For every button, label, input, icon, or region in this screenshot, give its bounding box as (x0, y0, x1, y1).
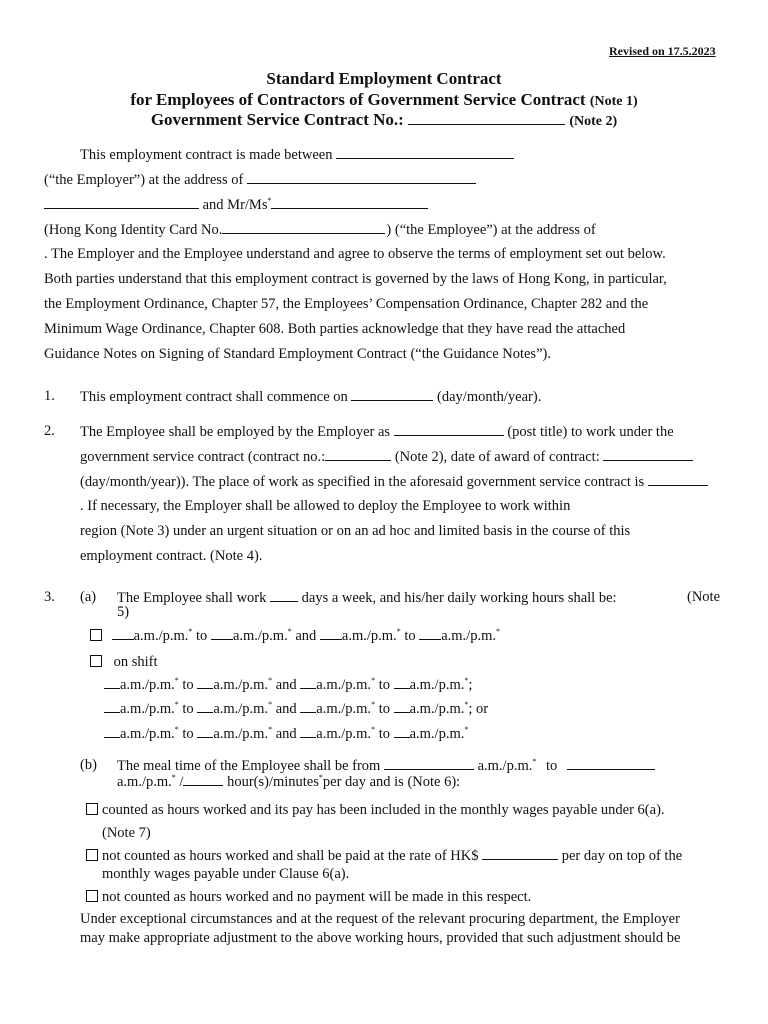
ampm-text: a.m./p.m. (409, 726, 465, 742)
ampm-text: a.m./p.m. (477, 758, 533, 774)
star-mark: * (396, 627, 401, 637)
to-text: to (182, 701, 194, 717)
clause-3-number: 3. (44, 589, 55, 605)
star-mark: * (174, 700, 179, 710)
to-text: to (378, 701, 390, 717)
intro-text-4a: (Hong Kong Identity Card No. (44, 222, 223, 238)
meal-option-3-text: not counted as hours worked and no payment will be made in this respect. (102, 889, 532, 905)
employee-name-blank[interactable] (271, 196, 428, 209)
contract-no-blank[interactable] (325, 448, 391, 461)
time-blank[interactable] (112, 627, 134, 640)
star-mark: * (496, 627, 500, 637)
clause-3a-note-2: 5) (117, 604, 130, 620)
clause-2-line-5: region (Note 3) under an urgent situation or on an ad hoc and limited basis in the course of this (80, 523, 631, 539)
clause-2-line-4: . If necessary, the Employer shall be allowed to deploy the Employee to work within (80, 498, 571, 514)
clause-3b-label: (b) (80, 757, 97, 773)
contract-number-note: (Note 2) (569, 114, 618, 129)
ampm-text: a.m./p.m. (441, 628, 496, 644)
clause-2-line-2 (80, 448, 693, 466)
intro-line-2 (44, 171, 476, 189)
meal-option-3-checkbox[interactable] (86, 890, 98, 902)
clause-2-text-2a: government service contract (contract no.: (80, 449, 326, 465)
clause-3a-line-1 (117, 589, 617, 607)
and-text: and (275, 677, 297, 693)
intro-line-4 (44, 221, 596, 239)
meal-start-blank[interactable] (384, 757, 474, 770)
fixed-hours-checkbox[interactable] (90, 629, 102, 641)
meal-option-2-checkbox[interactable] (86, 849, 98, 861)
intro-text-2: (“the Employer”) at the address of (44, 172, 244, 188)
ampm-text: a.m./p.m. (120, 726, 175, 742)
time-blank[interactable] (300, 725, 316, 738)
time-blank[interactable] (394, 725, 410, 738)
meal-end-blank[interactable] (567, 757, 655, 770)
to-text: to (546, 758, 558, 774)
duration-unit-text: hour(s)/minutes (227, 774, 319, 790)
clause-2-line-3 (80, 473, 708, 491)
subtitle-text: for Employees of Contractors of Government Service Contract (130, 90, 586, 109)
clause-1-text-b: (day/month/year). (437, 389, 542, 405)
clause-2-line-6: employment contract. (Note 4). (80, 548, 263, 564)
meal-option-2-text-a: not counted as hours worked and shall be paid at the rate of HK$ (102, 848, 479, 864)
ampm-text: a.m./p.m. (232, 628, 288, 644)
place-of-work-blank[interactable] (648, 473, 708, 486)
contract-number-label: Government Service Contract No.: (150, 110, 404, 129)
star-mark: * (268, 676, 273, 686)
time-blank[interactable] (300, 676, 316, 689)
meal-option-1 (86, 802, 665, 819)
star-mark: * (464, 700, 469, 710)
ampm-text: a.m./p.m. (316, 726, 372, 742)
document-title: Standard Employment Contract (266, 69, 502, 88)
intro-line-1 (80, 146, 514, 164)
star-mark: * (174, 725, 179, 735)
star-mark: * (464, 725, 469, 735)
meal-rate-blank[interactable] (482, 847, 558, 860)
award-date-blank[interactable] (603, 448, 693, 461)
intro-text-3: and Mr/Ms (202, 197, 268, 213)
hkid-blank[interactable] (222, 221, 385, 234)
intro-text-1: This employment contract is made between (80, 147, 333, 163)
to-text: to (196, 628, 208, 644)
clause-2-text-2b: (Note 2), date of award of contract: (394, 449, 600, 465)
ampm-text: a.m./p.m. (316, 701, 372, 717)
intro-line-9: Guidance Notes on Signing of Standard Employment Contract (“the Guidance Notes”). (44, 346, 551, 362)
star-mark: * (371, 676, 376, 686)
ampm-text: a.m./p.m. (117, 774, 172, 790)
time-blank[interactable] (300, 700, 316, 713)
intro-line-5: . The Employer and the Employee understand and agree to observe the terms of employment set out below. (44, 246, 666, 262)
and-text: and (275, 701, 297, 717)
star-mark: * (371, 700, 376, 710)
star-mark: * (268, 700, 273, 710)
meal-option-1-text: counted as hours worked and its pay has been included in the monthly wages payable under 6(a). (102, 802, 665, 818)
star-mark: * (464, 676, 469, 686)
clause-3a-text-b: days a week, and his/her daily working hours shall be: (301, 590, 617, 606)
to-text: to (182, 677, 194, 693)
star-mark: * (287, 627, 292, 637)
meal-option-1-note: (Note 7) (102, 825, 151, 841)
ampm-text: a.m./p.m. (120, 701, 175, 717)
meal-option-2-text-b: per day on top of the (561, 848, 683, 864)
clause-3a-text-a: The Employee shall work (117, 590, 267, 606)
semicolon: ; (468, 677, 473, 693)
time-blank[interactable] (104, 725, 120, 738)
clause-2-text-1b: (post title) to work under the (507, 424, 674, 440)
semicolon-or: ; or (468, 701, 489, 717)
star-mark: * (371, 725, 376, 735)
meal-option-2 (86, 847, 682, 865)
star-mark: * (267, 196, 272, 206)
time-blank[interactable] (197, 676, 213, 689)
clause-2-line-1 (80, 423, 674, 441)
clause-2-text-3: (day/month/year)). The place of work as specified in the aforesaid government service contract is (80, 474, 645, 490)
intro-text-4b: ) (“the Employee”) at the address of (386, 222, 596, 238)
time-blank[interactable] (197, 725, 213, 738)
clause-3a-label: (a) (80, 589, 97, 605)
days-per-week-blank[interactable] (270, 589, 298, 602)
employer-address-blank-2[interactable] (44, 196, 199, 209)
intro-line-8: Minimum Wage Ordinance, Chapter 608. Both parties acknowledge that they have read the attached (44, 321, 626, 337)
meal-option-3 (86, 889, 531, 906)
post-title-blank[interactable] (394, 423, 504, 436)
employer-address-blank[interactable] (247, 171, 476, 184)
ampm-text: a.m./p.m. (341, 628, 397, 644)
time-blank[interactable] (320, 627, 342, 640)
meal-duration-blank[interactable] (183, 773, 223, 786)
clause-1-text: This employment contract shall commence on (80, 389, 348, 405)
subtitle-note: (Note 1) (589, 94, 638, 109)
ampm-text: a.m./p.m. (316, 677, 372, 693)
contract-number-blank[interactable] (408, 112, 565, 125)
revision-date: Revised on 17.5.2023 (609, 44, 716, 58)
meal-option-2-line-2: monthly wages payable under Clause 6(a). (102, 866, 350, 882)
clause-1 (80, 388, 541, 406)
intro-line-6: Both parties understand that this employment contract is governed by the laws of Hong Kong, in particular, (44, 271, 667, 287)
clause-3a-note: (Note (687, 589, 721, 605)
and-text: and (295, 628, 317, 644)
clause-3b-line-2 (117, 773, 460, 791)
shift-line-2 (104, 700, 488, 718)
ampm-text: a.m./p.m. (409, 677, 465, 693)
to-text: to (378, 677, 390, 693)
star-mark: * (174, 676, 179, 686)
on-shift-option (90, 654, 158, 671)
time-blank[interactable] (419, 627, 441, 640)
time-blank[interactable] (104, 700, 120, 713)
star-mark: * (188, 627, 193, 637)
time-blank[interactable] (211, 627, 233, 640)
fixed-hours-option (90, 627, 500, 645)
to-text: to (182, 726, 194, 742)
clause-2-text-1a: The Employee shall be employed by the Employer as (80, 424, 391, 440)
clause-3b-text-d: per day and is (Note 6): (322, 774, 461, 790)
clause-3b-text-a: The meal time of the Employee shall be from (117, 758, 381, 774)
commence-date-blank[interactable] (351, 388, 433, 401)
time-blank[interactable] (394, 700, 410, 713)
star-mark: * (318, 773, 323, 783)
ampm-text: a.m./p.m. (120, 677, 175, 693)
star-mark: * (171, 773, 176, 783)
shift-line-1 (104, 676, 472, 694)
ampm-text: a.m./p.m. (213, 701, 269, 717)
time-blank[interactable] (394, 676, 410, 689)
clause-2-number: 2. (44, 423, 55, 439)
ampm-text: a.m./p.m. (409, 701, 465, 717)
intro-line-3 (44, 196, 428, 214)
ampm-text: a.m./p.m. (133, 628, 189, 644)
slash-text: / (179, 774, 184, 790)
star-mark: * (532, 757, 537, 767)
shift-line-3 (104, 725, 468, 743)
and-text: and (275, 726, 297, 742)
time-blank[interactable] (197, 700, 213, 713)
time-blank[interactable] (104, 676, 120, 689)
intro-line-7: the Employment Ordinance, Chapter 57, the Employees’ Compensation Ordinance, Chapter 282 and the (44, 296, 649, 312)
to-text: to (404, 628, 416, 644)
on-shift-label: on shift (113, 654, 158, 670)
exceptional-line-1: Under exceptional circumstances and at the request of the relevant procuring department, the Employer (80, 911, 680, 927)
document-subtitle (0, 90, 768, 110)
to-text: to (378, 726, 390, 742)
ampm-text: a.m./p.m. (213, 677, 269, 693)
employer-name-blank[interactable] (336, 146, 514, 159)
meal-option-1-checkbox[interactable] (86, 803, 98, 815)
star-mark: * (268, 725, 273, 735)
on-shift-checkbox[interactable] (90, 655, 102, 667)
clause-1-number: 1. (44, 388, 55, 404)
exceptional-line-2: may make appropriate adjustment to the above working hours, provided that such adjustment should be (80, 930, 681, 946)
contract-number-heading (0, 110, 768, 130)
ampm-text: a.m./p.m. (213, 726, 269, 742)
